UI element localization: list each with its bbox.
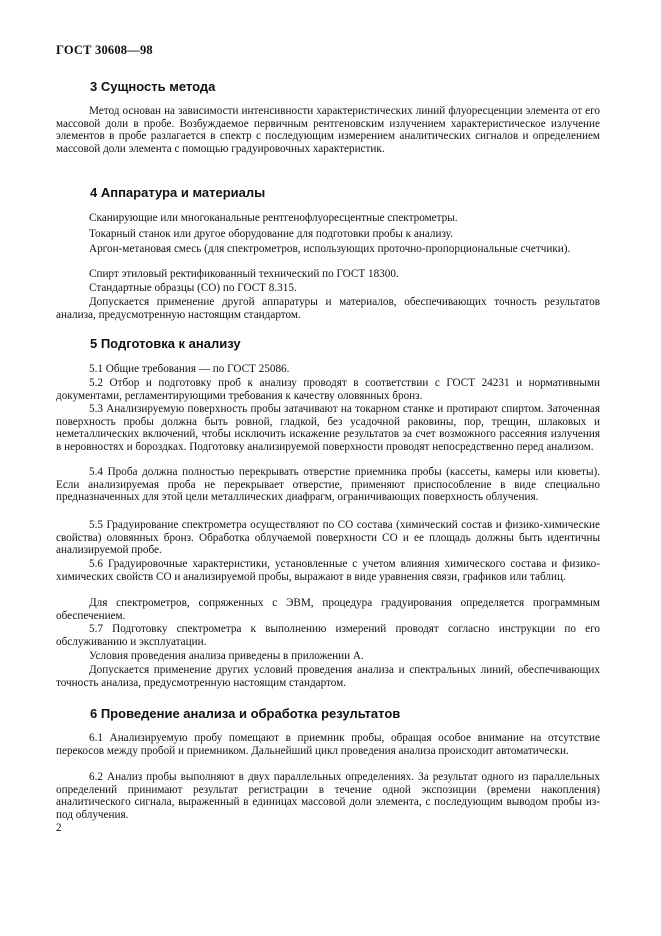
section-4-paragraph: Стандартные образцы (СО) по ГОСТ 8.315.: [89, 282, 297, 294]
section-5-paragraph: 5.5 Градуирование спектрометра осуществляют по СО состава (химический состав и физико-химические свойства) оловянных бронз. Обработка облучаемой поверхности СО и ее площадь должны быть идентичны анализируемой пробе.: [56, 519, 600, 557]
page-number: 2: [56, 822, 62, 834]
section-5-paragraph: Условия проведения анализа приведены в приложении А.: [89, 650, 364, 662]
section-3-heading: 3 Сущность метода: [90, 79, 216, 94]
section-4-paragraph: Спирт этиловый ректификованный технический по ГОСТ 18300.: [89, 268, 399, 280]
section-5-paragraph: Допускается применение других условий проведения анализа и спектральных линий, обеспечивающих точность анализа, предусмотренную настоящим стандартом.: [56, 664, 600, 689]
section-4-paragraph: Аргон-метановая смесь (для спектрометров, использующих проточно-пропорциональные счетчики).: [89, 243, 571, 255]
section-6-paragraph: 6.1 Анализируемую пробу помещают в приемник пробы, обращая особое внимание на отсутствие перекосов между пробой и приемником. Дальнейший цикл проведения анализа происходит автоматически.: [56, 732, 600, 757]
section-4-paragraph: Допускается применение другой аппаратуры и материалов, обеспечивающих точность результатов анализа, предусмотренную настоящим стандартом.: [56, 296, 600, 321]
section-4-paragraph: Сканирующие или многоканальные рентгенофлуоресцентные спектрометры.: [89, 212, 458, 224]
section-5-paragraph: 5.7 Подготовку спектрометра к выполнению измерений проводят согласно инструкции по его обслуживанию и эксплуатации.: [56, 623, 600, 648]
section-5-paragraph: Для спектрометров, сопряженных с ЭВМ, процедура градуирования определяется программным обеспечением.: [56, 597, 600, 622]
section-5-paragraph: 5.4 Проба должна полностью перекрывать отверстие приемника пробы (кассеты, камеры или кюветы). Если анализируемая проба не перекрывает отверстие, применяют приспособление в виде специально предназначенных для этой цели металлических диафрагм, ограничивающих поверхность облучения.: [56, 466, 600, 504]
section-6-paragraph: 6.2 Анализ пробы выполняют в двух параллельных определениях. За результат одного из параллельных определений принимают результат регистрации в течение одной экспозиции (времени накопления) аналитического сигнала, выраженный в единицах массовой доли элемента, с последующим выводом пробы из-под облучения.: [56, 771, 600, 821]
section-5-paragraph: 5.1 Общие требования — по ГОСТ 25086.: [89, 363, 290, 375]
section-6-heading: 6 Проведение анализа и обработка результатов: [90, 706, 401, 721]
running-head: ГОСТ 30608—98: [56, 43, 153, 57]
section-3-paragraph: Метод основан на зависимости интенсивности характеристических линий флуоресценции элемента от его массовой доли в пробе. Возбуждаемое первичным рентгеновским излучением характеристическое излучение элементов в пробе разлагается в спектр с последующим измерением аналитических сигналов и определением массовой доли элемента с помощью градуировочных характеристик.: [56, 105, 600, 155]
section-5-heading: 5 Подготовка к анализу: [90, 336, 241, 351]
section-5-paragraph: 5.3 Анализируемую поверхность пробы затачивают на токарном станке и протирают спиртом. Заточенная поверхность пробы должна быть ровной, гладкой, без усадочной раковины, пор, трещин, шлаковых и неметаллических включений, чтобы исключить искажение результатов за счет возможного рассеяния излучения в неровностях и бороздках. Подготовку анализируемой поверхности проводят непосредственно перед анализом.: [56, 403, 600, 453]
section-4-paragraph: Токарный станок или другое оборудование для подготовки пробы к анализу.: [89, 228, 453, 240]
section-5-paragraph: 5.2 Отбор и подготовку проб к анализу проводят в соответствии с ГОСТ 24231 и нормативными документами, регламентирующими требования к качеству оловянных бронз.: [56, 377, 600, 402]
section-5-paragraph: 5.6 Градуировочные характеристики, установленные с учетом влияния химического состава и физико-химических свойств СО и анализируемой пробы, выражают в виде уравнения связи, графиков или таблиц.: [56, 558, 600, 583]
section-4-heading: 4 Аппаратура и материалы: [90, 185, 266, 200]
